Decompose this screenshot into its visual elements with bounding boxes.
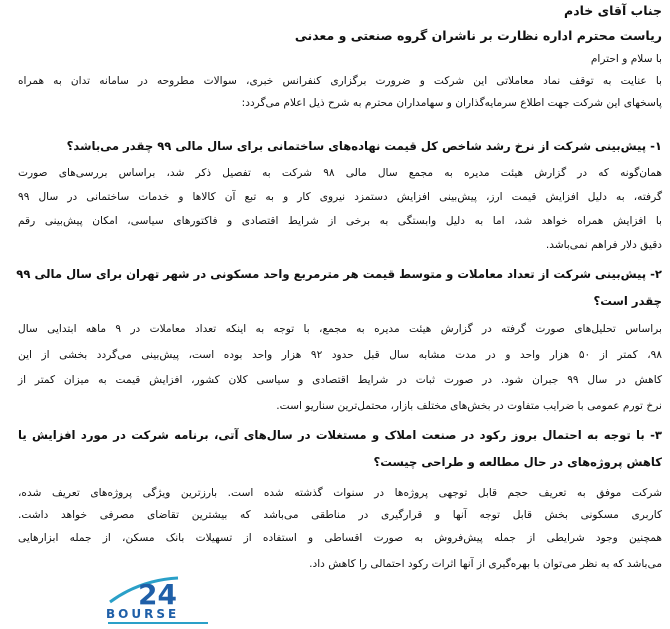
logo-number: 24 [138,578,177,611]
logo-underline [108,622,208,624]
answer-3-line: می‌باشد که به نظر می‌توان با بهره‌گیری از آنها اثرات رکود احتمالی را کاهش داد. [309,558,662,570]
answer-1-line: با افزایش همراه خواهد شد، اما به دلیل وابستگی به برخی از شرایط اقتصادی و فاکتورهای سیاسی، امکان پیش‌بینی رقم [18,215,662,227]
salutation: جناب آقای خادم [564,3,662,18]
answer-2-line: نرخ تورم عمومی با ضرایب متفاوت در بخش‌های مختلف بازار، محتمل‌ترین سناریو است. [276,400,662,412]
question-3-cont: کاهش پروژه‌های در حال مطالعه و طراحی چیست؟ [373,455,662,469]
logo-word: BOURSE [106,607,180,621]
answer-2-line: براساس تحلیل‌های صورت گرفته در گزارش هیئت مدیره به مجمع، با توجه به اینکه تعداد معاملات در ۹ ماهه ابتدایی سال [18,323,662,335]
question-1: ۱- پیش‌بینی شرکت از نرخ رشد شاخص کل قیمت نهاده‌های ساختمانی برای سال مالی ۹۹ چقدر می‌باشد؟ [66,139,662,153]
question-2-cont: چقدر است؟ [593,294,662,308]
answer-2-line: کاهش در سال ۹۹ جبران شود. در صورت ثبات در شرایط اقتصادی و سیاسی کلان کشور، افزایش قیمت به میزان کمتر از [18,374,662,386]
recipient-title: ریاست محترم اداره نظارت بر ناشران گروه صنعتی و معدنی [294,28,662,43]
answer-1-line: دقیق دلار فراهم نمی‌باشد. [545,239,662,251]
bourse24-watermark-logo [100,572,220,628]
answer-1-line: گرفته، به دلیل افزایش قیمت ارز، پیش‌بینی افزایش دستمزد نیروی کار و به تبع آن کالاها و خدمات ساختمانی در سال ۹۹ [18,191,662,203]
answer-1-line: همان‌گونه که در گزارش هیئت مدیره به مجمع سال مالی ۹۸ شرکت به تفصیل ذکر شد، براساس بررسی‌های صورت [18,167,662,179]
answer-3-line: کاربری مسکونی بخش قابل توجه آنها و قرارگیری در مناطقی می‌باشد که بیشترین تقاضای مصرفی خواهد داشت. [18,509,662,521]
intro-line: با عنایت به توقف نماد معاملاتی این شرکت و ضرورت برگزاری کنفرانس خبری، سوالات مطروحه در سامانه تدان به همراه [18,75,662,87]
intro-line: پاسخهای این شرکت جهت اطلاع سرمایه‌گذاران و سهامداران محترم به شرح ذیل اعلام می‌گردد: [241,97,662,109]
answer-2-line: ۹۸، کمتر از ۵۰ هزار واحد و در مدت مشابه سال قبل حدود ۹۲ هزار واحد بوده است، پیش‌بینی می‌گردد بخشی از این [18,349,662,361]
greeting: با سلام و احترام [590,53,662,65]
question-3: ۳- با توجه به احتمال بروز رکود در صنعت املاک و مستغلات در سال‌های آتی، برنامه شرکت در مورد افزایش یا [18,428,662,442]
bourse24-logo-icon [100,572,220,628]
answer-3-line: همچنین وجود شرایطی از جمله پیش‌فروش به صورت اقساطی و استفاده از تسهیلات بانک مسکن، از جمله ابزارهایی [18,532,662,544]
answer-3-line: شرکت موفق به تعریف حجم قابل توجهی پروژه‌ها در سنوات گذشته شده است. بارزترین ویژگی پروژه‌های تعریف شده، [18,487,662,499]
question-2: ۲- پیش‌بینی شرکت از تعداد معاملات و متوسط قیمت هر مترمربع واحد مسکونی در شهر تهران برای سال مالی ۹۹ [16,267,662,281]
